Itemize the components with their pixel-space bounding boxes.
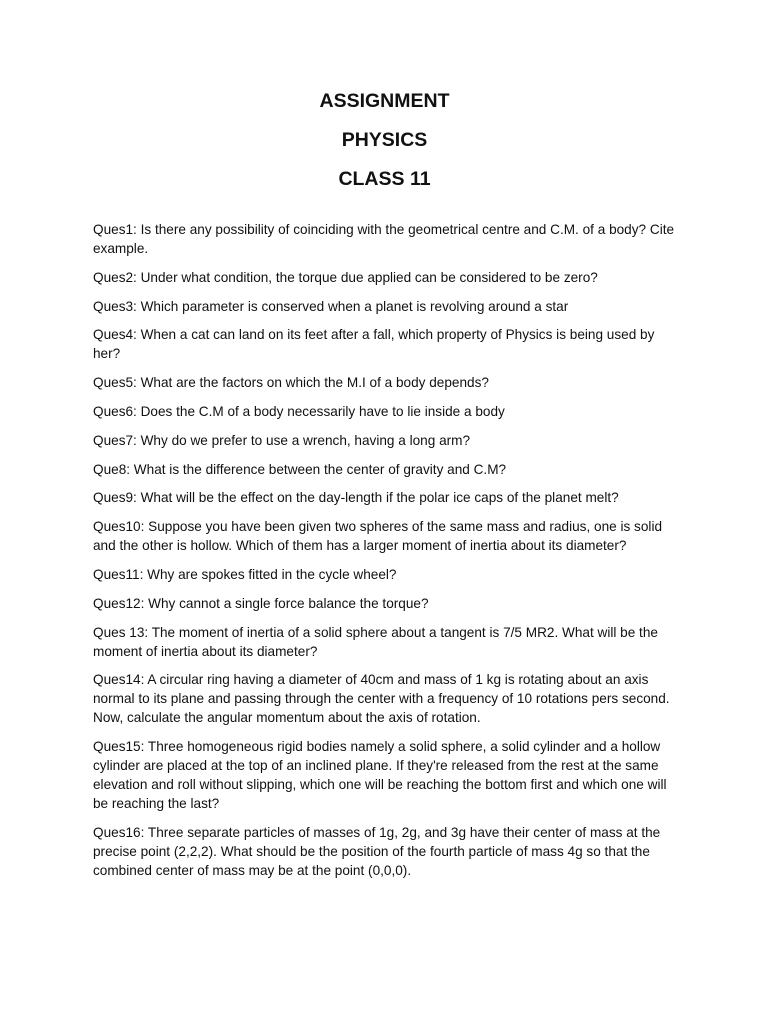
heading-assignment: ASSIGNMENT — [319, 90, 450, 112]
question-item: Ques14: A circular ring having a diameter of 40cm and mass of 1 kg is rotating about an axis normal to its plane and passing through the center with a frequency of 10 rotations pers second. Now, calculate the angular momentum about the axis of rotation. — [93, 672, 670, 726]
question-item: Ques3: Which parameter is conserved when a planet is revolving around a star — [93, 298, 569, 314]
question-item: Ques1: Is there any possibility of coinciding with the geometrical centre and C.M. of a body? Cite example. — [93, 222, 675, 256]
question-item: Ques 13: The moment of inertia of a solid sphere about a tangent is 7/5 MR2. What will be the moment of inertia about its diameter? — [93, 624, 658, 659]
question-item: Ques9: What will be the effect on the day-length if the polar ice caps of the planet melt? — [93, 490, 619, 506]
question-item: Ques12: Why cannot a single force balance the torque? — [93, 595, 429, 611]
heading-class: CLASS 11 — [338, 168, 431, 190]
question-item: Que8: What is the difference between the center of gravity and C.M? — [93, 461, 507, 477]
question-list — [93, 220, 676, 880]
question-item: Ques5: What are the factors on which the M.I of a body depends? — [93, 375, 489, 391]
question-item: Ques4: When a cat can land on its feet after a fall, which property of Physics is being used by her? — [93, 327, 655, 362]
question-item: Ques7: Why do we prefer to use a wrench, having a long arm? — [93, 432, 471, 448]
question-item: Ques15: Three homogeneous rigid bodies namely a solid sphere, a solid cylinder and a hollow cylinder are placed at the top of an inclined plane. If they're released from the rest at the same elevation and roll without slipping, which one will be reaching the bottom first and which one will be reaching the last? — [93, 739, 667, 812]
question-item: Ques16: Three separate particles of masses of 1g, 2g, and 3g have their center of mass at the precise point (2,2,2). What should be the position of the fourth particle of mass 4g so that the combined center of mass may be at the point (0,0,0). — [93, 824, 661, 878]
question-item: Ques2: Under what condition, the torque due applied can be considered to be zero? — [93, 269, 598, 285]
question-item: Ques11: Why are spokes fitted in the cycle wheel? — [93, 566, 397, 582]
heading-subject: PHYSICS — [341, 129, 428, 151]
question-item: Ques10: Suppose you have been given two spheres of the same mass and radius, one is solid and the other is hollow. Which of them has a larger moment of inertia about its diameter? — [93, 519, 663, 554]
question-item: Ques6: Does the C.M of a body necessarily have to lie inside a body — [93, 403, 505, 419]
